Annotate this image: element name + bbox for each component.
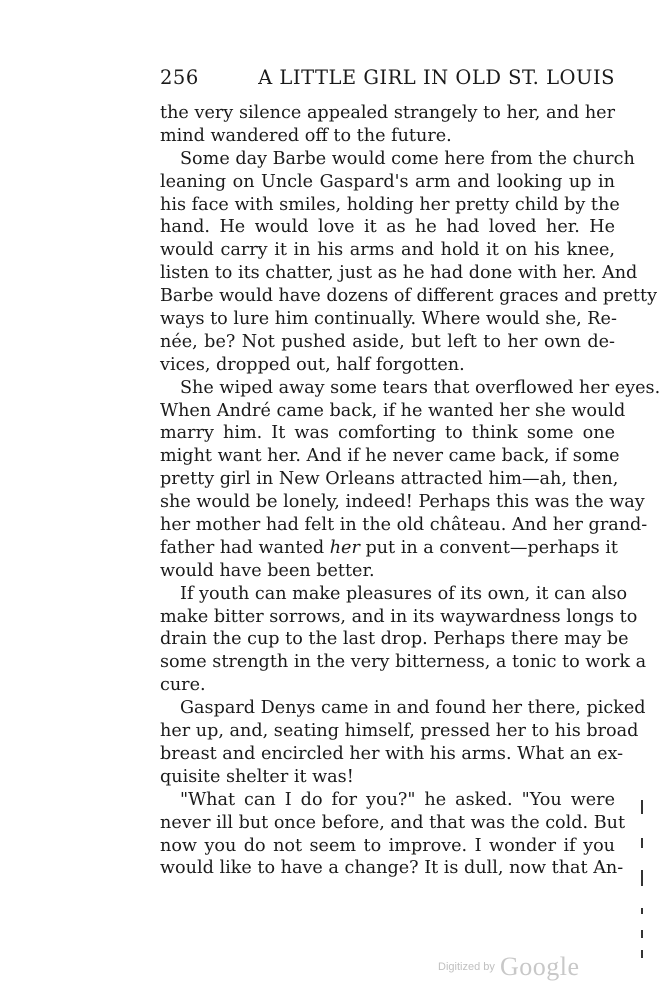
text-line: née, be? Not pushed aside, but left to her own de-	[160, 331, 615, 352]
text-line: mind wandered off to the future.	[160, 125, 452, 146]
running-title: A LITTLE GIRL IN OLD ST. LOUIS	[258, 66, 615, 89]
text-line: she would be lonely, indeed! Perhaps this was the way	[160, 492, 645, 513]
digitized-watermark	[438, 952, 588, 982]
watermark-brand: Google	[499, 952, 580, 981]
text-line: never ill but once before, and that was the cold. But	[160, 812, 626, 833]
text-line: When André came back, if he wanted her she would	[160, 400, 626, 421]
text-line: breast and encircled her with his arms. What an ex-	[160, 743, 624, 764]
paragraph	[160, 583, 647, 697]
emphasized-word: her	[329, 537, 360, 558]
text-line: Gaspard Denys came in and found her there, picked	[180, 698, 646, 719]
text-line: her mother had felt in the old château. And her grand-	[160, 515, 648, 536]
text-line: Some day Barbe would come here from the church	[180, 148, 635, 169]
text-fragment: put in a convent—perhaps it	[365, 537, 618, 558]
scan-mark	[641, 930, 643, 938]
text-line: some strength in the very bitterness, a tonic to work a	[160, 652, 647, 673]
text-line: vices, dropped out, half forgotten.	[160, 354, 465, 375]
text-line: drain the cup to the last drop. Perhaps there may be	[160, 629, 629, 650]
paragraph	[160, 148, 658, 377]
text-line: cure.	[160, 675, 206, 696]
text-line: would carry it in his arms and hold it on his knee,	[160, 240, 615, 261]
paragraph	[160, 102, 615, 148]
paragraph	[160, 377, 661, 583]
text-line: quisite shelter it was!	[160, 766, 354, 787]
scan-mark	[641, 950, 643, 958]
scan-mark	[641, 870, 643, 886]
body-text	[160, 102, 661, 880]
text-line: his face with smiles, holding her pretty child by the	[160, 194, 620, 215]
text-line: She wiped away some tears that overflowed her eyes.	[180, 377, 661, 398]
scan-edge-marks	[641, 800, 647, 970]
text-line: ways to lure him continually. Where would she, Re-	[160, 309, 617, 330]
text-line: the very silence appealed strangely to her, and her	[160, 103, 615, 123]
scan-mark	[641, 838, 643, 848]
text-line: marry him. It was comforting to think some one	[160, 423, 615, 444]
text-line: hand. He would love it as he had loved her. He	[160, 217, 615, 238]
text-line: listen to its chatter, just as he had done with her. And	[160, 263, 638, 284]
paragraph	[160, 789, 626, 881]
text-line: If youth can make pleasures of its own, it can also	[180, 583, 628, 604]
text-fragment: father had wanted	[160, 537, 325, 558]
text-line: "What can I do for you?" he asked. "You were	[180, 789, 615, 810]
text-line: would like to have a change? It is dull, now that An-	[160, 858, 624, 879]
text-line: now you do not seem to improve. I wonder if you	[160, 835, 615, 856]
page-number: 256	[160, 66, 199, 89]
text-line: pretty girl in New Orleans attracted him—ah, then,	[160, 469, 619, 490]
scan-mark	[641, 800, 643, 814]
page-header	[160, 66, 615, 90]
paragraph	[160, 697, 646, 789]
text-line: might want her. And if he never came back, if some	[160, 446, 620, 467]
text-line	[160, 537, 618, 560]
watermark-prefix: Digitized by	[438, 961, 495, 973]
scan-mark	[641, 908, 643, 914]
text-line: Barbe would have dozens of different graces and pretty	[160, 286, 658, 307]
text-line: her up, and, seating himself, pressed her to his broad	[160, 721, 639, 742]
text-line: leaning on Uncle Gaspard's arm and looking up in	[160, 171, 615, 192]
text-line: make bitter sorrows, and in its waywardness longs to	[160, 606, 638, 627]
text-line: would have been better.	[160, 560, 375, 581]
